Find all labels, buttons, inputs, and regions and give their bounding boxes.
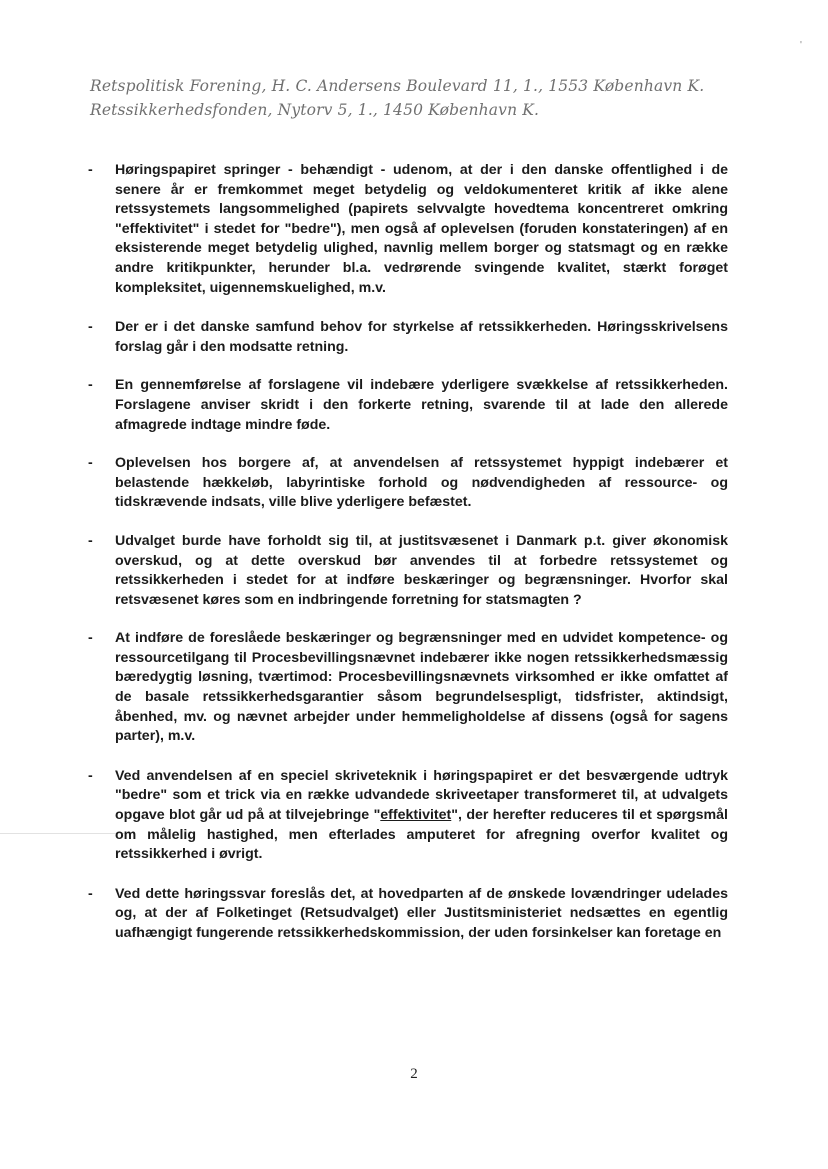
list-item xyxy=(84,767,728,865)
letterhead-line-2: Retssikkerhedsfonden, Nytorv 5, 1., 1450 København K. xyxy=(90,101,540,119)
bullet-dash: - xyxy=(88,162,93,178)
bullet-dash: - xyxy=(88,630,93,647)
bullet-dash: - xyxy=(88,319,93,336)
bullet-dash: - xyxy=(88,455,93,472)
list-item xyxy=(84,532,728,610)
letterhead xyxy=(90,74,780,122)
list-item xyxy=(84,161,728,298)
list-item-text: At indføre de foreslåede beskæringer og begrænsninger med en udvidet kompetence- og ressourcetilgang til Procesbevillingsnævnet indebærer ikke nogen retssikkerhedsmæssig bæredygtig løsning, tværtimod: Procesbevillingsnævnets virksomhed er ikke omfattet af de basale retssikkerhedsgarantier såsom begrundelsespligt, tidsfrister, aktindsigt, åbenhed, mv. og nævnet arbejder under hemmeligholdelse af dissens (også for sagens parter), m.v. xyxy=(115,630,728,745)
bullet-dash: - xyxy=(88,767,93,784)
letterhead-line-1: Retspolitisk Forening, H. C. Andersens Boulevard 11, 1., 1553 København K. xyxy=(90,77,705,95)
bullet-dash: - xyxy=(88,377,93,394)
list-item xyxy=(84,376,728,435)
bullet-list xyxy=(84,161,728,944)
list-item xyxy=(84,885,728,944)
list-item xyxy=(84,629,728,747)
list-item-text: Der er i det danske samfund behov for styrkelse af retssikkerheden. Høringsskrivelsens forslag går i den modsatte retning. xyxy=(115,319,728,355)
list-item-text: Oplevelsen hos borgere af, at anvendelsen af retssystemet hyppigt indebærer et belastende hækkeløb, labyrintiske forhold og nødvendigheden af ressource- og tidskrævende indsats, ville blive yderligere befæstet. xyxy=(115,455,728,511)
list-item-text: Ved anvendelsen af en speciel skriveteknik i høringspapiret er det besværgende udtryk "bedre" som et trick via en række udvandede skriveetaper transformeret til, at udvalgets opgave blot går ud på at tilvejebringe "effektivitet", der herefter reduceres til et spørgsmål om målelig hastighed, men efterlades amputeret for afregning overfor kvalitet og retssikkerhed i øvrigt. xyxy=(115,767,728,863)
list-item xyxy=(84,454,728,513)
bullet-dash: - xyxy=(88,532,93,549)
bullet-dash: - xyxy=(88,885,93,902)
underlined-term: effektivitet xyxy=(380,807,452,824)
list-item-text: En gennemførelse af forslagene vil indebære yderligere svækkelse af retssikkerheden. Forslagene anviser skridt i den forkerte retning, svarende til at lade den allerede afmagrede indtage mindre føde. xyxy=(115,377,728,433)
scan-mark: ' xyxy=(800,40,802,51)
list-item-text: Ved dette høringssvar foreslås det, at hovedparten af de ønskede lovændringer udelades og, at der af Folketinget (Retsudvalget) eller Justitsministeriet nedsættes en egentlig uafhængigt fungerende retssikkerhedskommission, der uden forsinkelser kan foretage en xyxy=(115,885,728,941)
list-item xyxy=(84,318,728,357)
list-item-text: Høringspapiret springer - behændigt - udenom, at der i den danske offentlighed i de senere år er fremkommet meget betydelig og veldokumenteret kritik af ikke alene retssystemets langsommelighed (papirets selvvalgte hovedtema koncentreret omkring "effektivitet" i stedet for "bedre"), men også af oplevelsen (foruden konstateringen) af en eksisterende meget betydelig ulighed, navnlig mellem borger og statsmagt og en række andre kritikpunkter, herunder bl.a. vedrørende svingende kvalitet, stærkt forøget kompleksitet, uigennemskuelighed, m.v. xyxy=(115,162,728,296)
page-number: 2 xyxy=(410,1066,418,1082)
list-item-text: Udvalget burde have forholdt sig til, at justitsvæsenet i Danmark p.t. giver økonomisk overskud, og at dette overskud bør anvendes til at forbedre retssystemet og retssikkerheden i stedet for at indføre beskæringer og begrænsninger. Hvorfor skal retsvæsenet køres som en indbringende forretning for statsmagten ? xyxy=(115,532,728,608)
